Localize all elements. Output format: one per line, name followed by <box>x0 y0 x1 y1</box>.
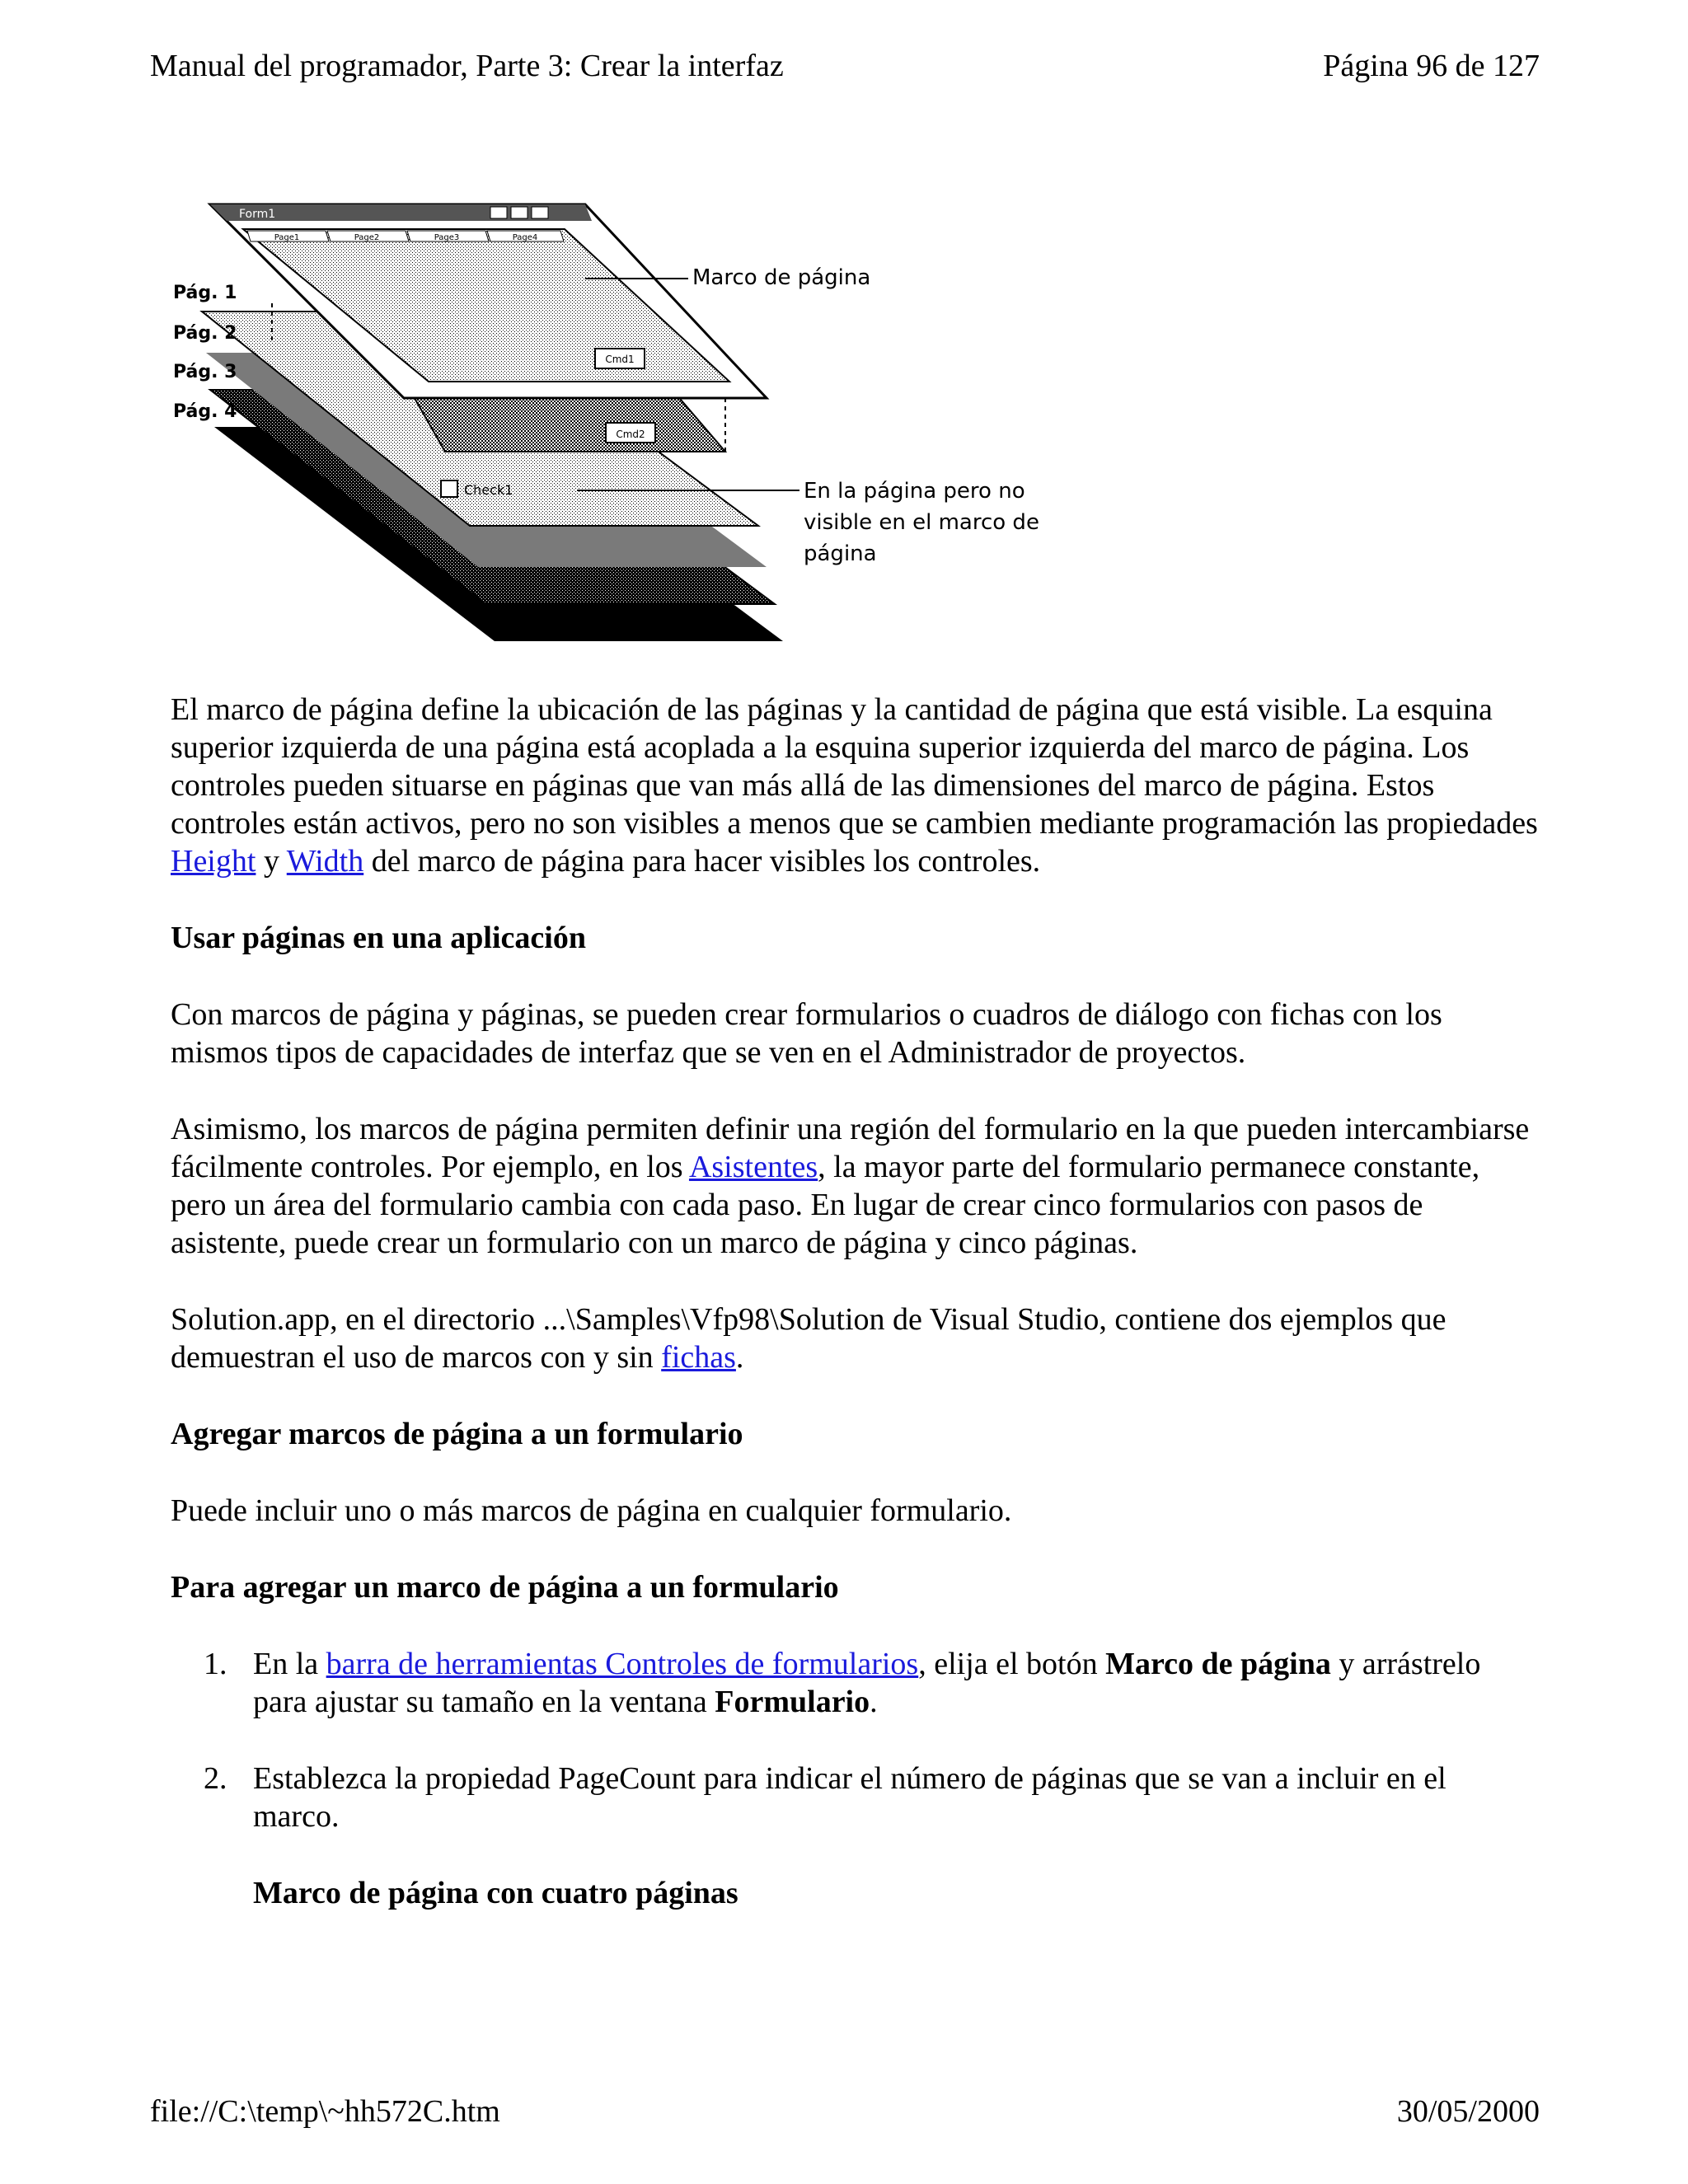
command-button-2-label: Cmd2 <box>616 429 645 440</box>
paragraph-solution-sample: Solution.app, en el directorio ...\Samples\Vfp98\Solution de Visual Studio, contiene dos ejemplos que demuestran el uso de marcos con y sin fichas. <box>171 1302 1447 1375</box>
paragraph-include-frames: Puede incluir uno o más marcos de página en cualquier formulario. <box>171 1493 1012 1528</box>
callout-page-frame: Marco de página <box>692 265 871 290</box>
paragraph-tabbed-dialogs: Con marcos de página y páginas, se pueden crear formularios o cuadros de diálogo con fichas con los mismos tipos de capacidades de interfaz que se ven en el Administrador de proyectos. <box>171 997 1442 1070</box>
link-height[interactable]: Height <box>171 844 256 879</box>
callout-hidden-line-2: visible en el marco de <box>804 510 1039 535</box>
step-number: 2. <box>204 1761 227 1796</box>
heading-usar-paginas: Usar páginas en una aplicación <box>171 921 586 955</box>
tab-page4-label: Page4 <box>512 233 538 242</box>
page-frame-diagram <box>165 196 1071 658</box>
callout-hidden-line-1: En la página pero no <box>804 479 1025 504</box>
link-form-controls-toolbar[interactable]: barra de herramientas Controles de formularios <box>326 1647 919 1681</box>
hidden-page-area <box>412 394 725 452</box>
minimize-icon <box>490 207 507 218</box>
maximize-icon <box>511 207 528 218</box>
link-asistentes[interactable]: Asistentes <box>688 1150 818 1184</box>
close-icon <box>532 207 548 218</box>
form-title: Form1 <box>239 208 276 221</box>
link-fichas[interactable]: fichas <box>661 1340 736 1375</box>
tab-page1-label: Page1 <box>274 233 300 242</box>
page-tabs <box>247 231 564 242</box>
paragraph-frame-definition: El marco de página define la ubicación de las páginas y la cantidad de página que está visible. La esquina superior izquierda de una página está acoplada a la esquina superior izquierda del marco de página. Los controles pueden situarse en páginas que van más allá de las dimensiones del marco de página. Estos controles están activos, pero no son visibles a menos que se cambien mediante programación las propiedades Height y Width del marco de página para hacer visibles los controles. <box>171 692 1538 879</box>
callout-hidden-controls <box>804 479 1046 566</box>
page-label-1: Pág. 1 <box>173 283 237 303</box>
page-label-3: Pág. 3 <box>173 362 237 382</box>
header-title: Manual del programador, Parte 3: Crear la interfaz <box>150 49 784 83</box>
footer-file-path: file://C:\temp\~hh572C.htm <box>150 2094 500 2129</box>
callout-hidden-line-3: página <box>804 541 877 566</box>
page-label-2: Pág. 2 <box>173 323 237 344</box>
figure-caption: Marco de página con cuatro páginas <box>253 1876 738 1910</box>
footer-date: 30/05/2000 <box>1396 2094 1540 2129</box>
tab-page3-label: Page3 <box>434 233 460 242</box>
heading-procedure: Para agregar un marco de página a un formulario <box>171 1570 839 1605</box>
heading-agregar-marcos: Agregar marcos de página a un formulario <box>171 1417 743 1451</box>
checkbox-label: Check1 <box>464 482 513 498</box>
step-2: 2. Establezca la propiedad PageCount para indicar el número de páginas que se van a incluir en el marco. <box>204 1761 1447 1834</box>
link-width[interactable]: Width <box>286 844 364 879</box>
page-labels <box>173 283 237 422</box>
step-number: 1. <box>204 1647 227 1681</box>
header-page-number: Página 96 de 127 <box>1323 49 1540 83</box>
command-button-1-label: Cmd1 <box>605 354 635 365</box>
procedure-steps <box>171 1645 1539 1835</box>
document-body <box>171 691 1539 1912</box>
tab-page2-label: Page2 <box>354 233 380 242</box>
checkbox-icon <box>441 480 457 497</box>
paragraph-wizards: Asimismo, los marcos de página permiten definir una región del formulario en la que pueden intercambiarse fácilmente controles. Por ejemplo, en los Asistentes, la mayor parte del formulario permanece constante, pero un área del formulario cambia con cada paso. En lugar de crear cinco formularios con pasos de asistente, puede crear un formulario con un marco de página y cinco páginas. <box>171 1112 1530 1260</box>
step-1: 1. En la barra de herramientas Controles de formularios, elija el botón Marco de página y arrástrelo para ajustar su tamaño en la ventana Formulario. <box>204 1647 1481 1719</box>
page-label-4: Pág. 4 <box>173 401 237 422</box>
